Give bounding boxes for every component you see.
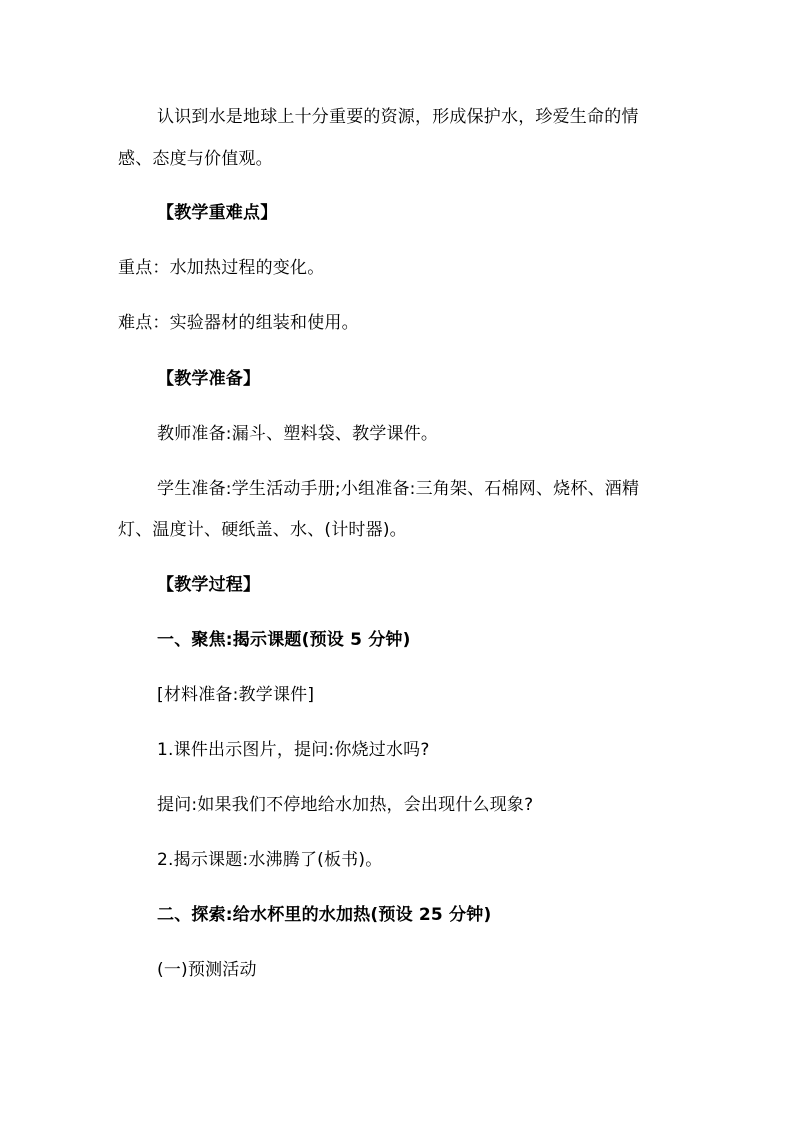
materials-line: [材料准备:教学课件] xyxy=(157,685,315,705)
paragraph-goal-line-2: 感、态度与价值观。 xyxy=(118,149,273,169)
difficult-point-line: 难点：实验器材的组装和使用。 xyxy=(118,313,359,333)
step-2-line: 2.揭示课题:水沸腾了(板书)。 xyxy=(157,850,383,870)
teacher-preparation-line: 教师准备:漏斗、塑料袋、教学课件。 xyxy=(157,424,439,444)
prediction-activity-line: (一)预测活动 xyxy=(157,960,257,980)
question-line: 提问:如果我们不停地给水加热，会出现什么现象? xyxy=(157,795,534,815)
section-heading-preparation: 【教学准备】 xyxy=(157,369,261,389)
student-preparation-line-2: 灯、温度计、硬纸盖、水、(计时器)。 xyxy=(118,520,407,540)
step-1-line: 1.课件出示图片，提问:你烧过水吗? xyxy=(157,740,430,760)
section-heading-key-difficult-points: 【教学重难点】 xyxy=(157,203,278,223)
paragraph-goal-line-1: 认识到水是地球上十分重要的资源，形成保护水，珍爱生命的情 xyxy=(157,107,639,127)
section-heading-process: 【教学过程】 xyxy=(157,575,261,595)
key-point-line: 重点：水加热过程的变化。 xyxy=(118,258,325,278)
subsection-heading-explore: 二、探索:给水杯里的水加热(预设 25 分钟) xyxy=(157,905,492,925)
student-preparation-line-1: 学生准备:学生活动手册;小组准备:三角架、石棉网、烧杯、酒精 xyxy=(157,479,640,499)
subsection-heading-focus: 一、聚焦:揭示课题(预设 5 分钟) xyxy=(157,630,411,650)
